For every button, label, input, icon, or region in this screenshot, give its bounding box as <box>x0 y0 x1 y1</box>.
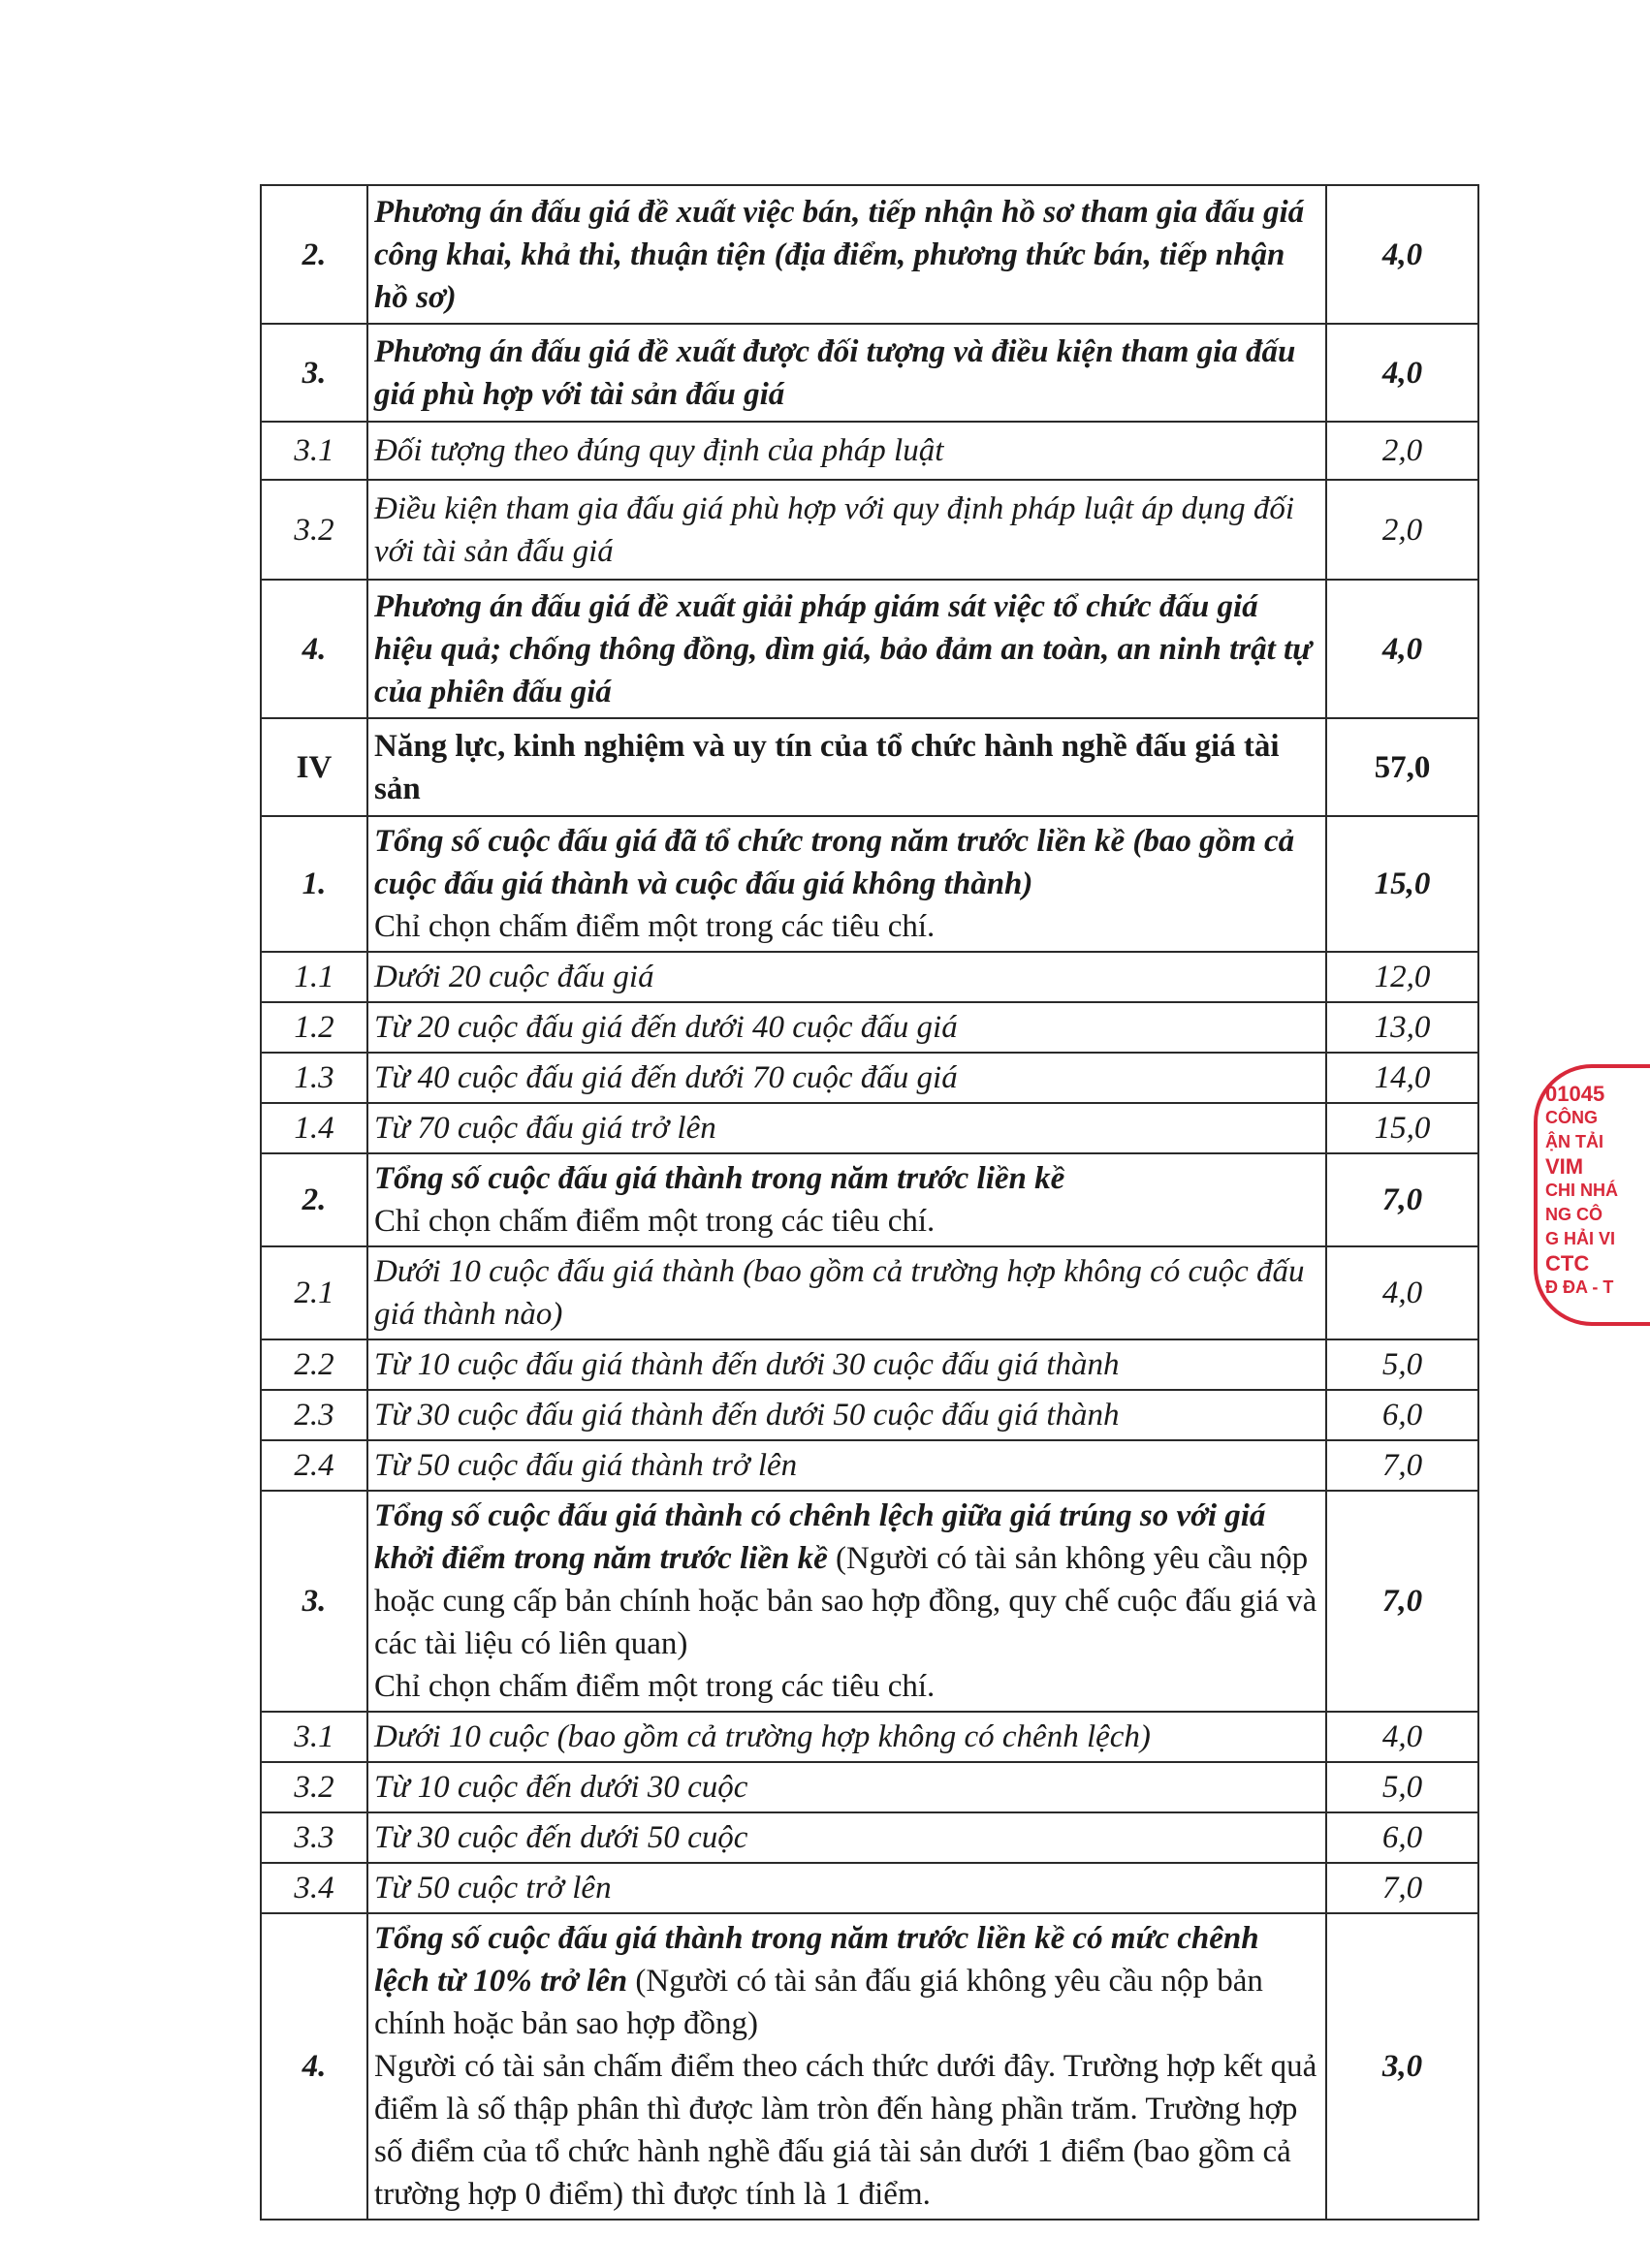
criterion-heading: Tổng số cuộc đấu giá thành có chênh lệch giữa giá trúng so với giá khởi điểm trong năm trước liền kề <box>374 1498 1266 1576</box>
criterion-number: 2. <box>261 1153 367 1246</box>
table-row <box>261 952 1478 1002</box>
table-row <box>261 422 1478 480</box>
table-row <box>261 1153 1478 1246</box>
table-row <box>261 324 1478 422</box>
criterion-description: Từ 70 cuộc đấu giá trở lên <box>367 1103 1326 1153</box>
table-row <box>261 718 1478 816</box>
criterion-score: 12,0 <box>1326 952 1478 1002</box>
criterion-score: 5,0 <box>1326 1339 1478 1390</box>
table-row <box>261 580 1478 718</box>
table-row <box>261 1440 1478 1491</box>
criterion-heading: Tổng số cuộc đấu giá thành trong năm trước liền kề <box>374 1161 1065 1196</box>
criterion-description <box>367 1913 1326 2220</box>
section-score: 57,0 <box>1326 718 1478 816</box>
criterion-score: 3,0 <box>1326 1913 1478 2220</box>
criterion-number: 2.4 <box>261 1440 367 1491</box>
criterion-number: 3. <box>261 1491 367 1712</box>
criterion-description: Dưới 10 cuộc đấu giá thành (bao gồm cả trường hợp không có cuộc đấu giá thành nào) <box>367 1246 1326 1339</box>
criterion-number: 3. <box>261 324 367 422</box>
section-number: IV <box>261 718 367 816</box>
criterion-number: 3.1 <box>261 1712 367 1762</box>
stamp-text: NG CÔ <box>1545 1205 1603 1224</box>
table-row <box>261 1863 1478 1913</box>
criterion-number: 3.3 <box>261 1812 367 1863</box>
criterion-score: 4,0 <box>1326 1712 1478 1762</box>
table-row <box>261 816 1478 952</box>
stamp-text: Đ ĐA - T <box>1545 1277 1614 1297</box>
table-row <box>261 1712 1478 1762</box>
criterion-description: Từ 40 cuộc đấu giá đến dưới 70 cuộc đấu giá <box>367 1053 1326 1103</box>
table-row <box>261 1002 1478 1053</box>
criterion-condition: (Người có tài sản đấu giá không yêu cầu nộp bản chính hoặc bản sao hợp đồng) <box>374 1964 1263 2041</box>
criterion-number: 3.4 <box>261 1863 367 1913</box>
table-row <box>261 1491 1478 1712</box>
criterion-score: 4,0 <box>1326 1246 1478 1339</box>
criterion-description: Từ 50 cuộc đấu giá thành trở lên <box>367 1440 1326 1491</box>
scoring-criteria-table <box>260 184 1479 2221</box>
criterion-number: 1.4 <box>261 1103 367 1153</box>
criterion-description: Phương án đấu giá đề xuất việc bán, tiếp nhận hồ sơ tham gia đấu giá công khai, khả thi, thuận tiện (địa điểm, phương thức bán, tiếp nhận hồ sơ) <box>367 185 1326 324</box>
criterion-number: 4. <box>261 580 367 718</box>
criterion-score: 4,0 <box>1326 324 1478 422</box>
criterion-number: 2.3 <box>261 1390 367 1440</box>
criterion-description <box>367 1153 1326 1246</box>
table-row <box>261 480 1478 580</box>
criterion-number: 1.3 <box>261 1053 367 1103</box>
section-title: Năng lực, kinh nghiệm và uy tín của tổ chức hành nghề đấu giá tài sản <box>367 718 1326 816</box>
criterion-number: 4. <box>261 1913 367 2220</box>
criterion-score: 7,0 <box>1326 1491 1478 1712</box>
stamp-text: VIM <box>1545 1154 1584 1179</box>
criterion-score: 7,0 <box>1326 1440 1478 1491</box>
stamp-text: CHI NHÁ <box>1545 1181 1618 1200</box>
criterion-score: 6,0 <box>1326 1390 1478 1440</box>
criterion-description: Từ 30 cuộc đấu giá thành đến dưới 50 cuộc đấu giá thành <box>367 1390 1326 1440</box>
criterion-heading: Tổng số cuộc đấu giá thành trong năm trước liền kề có mức chênh lệch từ 10% trở lên <box>374 1921 1259 1999</box>
criterion-description <box>367 816 1326 952</box>
criterion-description: Từ 20 cuộc đấu giá đến dưới 40 cuộc đấu giá <box>367 1002 1326 1053</box>
criterion-description: Điều kiện tham gia đấu giá phù hợp với quy định pháp luật áp dụng đối với tài sản đấu giá <box>367 480 1326 580</box>
criterion-description: Từ 10 cuộc đến dưới 30 cuộc <box>367 1762 1326 1812</box>
criterion-number: 1. <box>261 816 367 952</box>
criterion-description: Đối tượng theo đúng quy định của pháp luật <box>367 422 1326 480</box>
criterion-score: 14,0 <box>1326 1053 1478 1103</box>
criterion-note: Chỉ chọn chấm điểm một trong các tiêu chí. <box>374 1204 936 1239</box>
criterion-note: Người có tài sản chấm điểm theo cách thức dưới đây. Trường hợp kết quả điểm là số thập phân thì được làm tròn đến hàng phần trăm. Trường hợp số điểm của tổ chức hành nghề đấu giá tài sản dưới 1 điểm (bao gồm cả trường hợp 0 điểm) thì được tính là 1 điểm. <box>374 2049 1317 2212</box>
criterion-score: 2,0 <box>1326 422 1478 480</box>
criterion-score: 13,0 <box>1326 1002 1478 1053</box>
stamp-text: G HẢI VI <box>1545 1229 1616 1248</box>
stamp-text: 01045 <box>1545 1082 1605 1106</box>
criterion-score: 4,0 <box>1326 185 1478 324</box>
criterion-number: 3.2 <box>261 480 367 580</box>
table-row <box>261 1053 1478 1103</box>
table-row <box>261 1812 1478 1863</box>
criterion-description: Dưới 20 cuộc đấu giá <box>367 952 1326 1002</box>
criterion-description: Phương án đấu giá đề xuất được đối tượng và điều kiện tham gia đấu giá phù hợp với tài sản đấu giá <box>367 324 1326 422</box>
criterion-description: Từ 50 cuộc trở lên <box>367 1863 1326 1913</box>
criterion-score: 7,0 <box>1326 1153 1478 1246</box>
stamp-text: CTC <box>1545 1251 1590 1276</box>
table-row <box>261 1339 1478 1390</box>
criterion-heading: Tổng số cuộc đấu giá đã tổ chức trong năm trước liền kề (bao gồm cả cuộc đấu giá thành và cuộc đấu giá không thành) <box>374 824 1295 901</box>
criterion-number: 3.2 <box>261 1762 367 1812</box>
table-row <box>261 1390 1478 1440</box>
criterion-score: 15,0 <box>1326 1103 1478 1153</box>
table-row <box>261 1913 1478 2220</box>
criterion-number: 3.1 <box>261 422 367 480</box>
criterion-condition: (Người có tài sản không yêu cầu nộp hoặc cung cấp bản chính hoặc bản sao hợp đồng, quy chế cuộc đấu giá và các tài liệu có liên quan) <box>374 1541 1317 1661</box>
criterion-score: 5,0 <box>1326 1762 1478 1812</box>
criterion-description <box>367 1491 1326 1712</box>
criterion-score: 15,0 <box>1326 816 1478 952</box>
criterion-score: 7,0 <box>1326 1863 1478 1913</box>
criterion-number: 1.1 <box>261 952 367 1002</box>
criterion-note: Chỉ chọn chấm điểm một trong các tiêu chí. <box>374 909 936 944</box>
criterion-number: 2.2 <box>261 1339 367 1390</box>
criterion-description: Phương án đấu giá đề xuất giải pháp giám sát việc tổ chức đấu giá hiệu quả; chống thông đồng, dìm giá, bảo đảm an toàn, an ninh trật tự của phiên đấu giá <box>367 580 1326 718</box>
stamp-text: CÔNG <box>1545 1108 1598 1127</box>
criterion-score: 2,0 <box>1326 480 1478 580</box>
criterion-note: Chỉ chọn chấm điểm một trong các tiêu chí. <box>374 1669 936 1704</box>
criterion-number: 2. <box>261 185 367 324</box>
table-row <box>261 185 1478 324</box>
table-row <box>261 1246 1478 1339</box>
table-row <box>261 1762 1478 1812</box>
criterion-description: Từ 30 cuộc đến dưới 50 cuộc <box>367 1812 1326 1863</box>
stamp-text: ẬN TẢI <box>1545 1132 1603 1151</box>
criterion-description: Dưới 10 cuộc (bao gồm cả trường hợp không có chênh lệch) <box>367 1712 1326 1762</box>
company-stamp <box>1534 1064 1650 1326</box>
criterion-score: 4,0 <box>1326 580 1478 718</box>
criterion-number: 2.1 <box>261 1246 367 1339</box>
criterion-score: 6,0 <box>1326 1812 1478 1863</box>
criterion-description: Từ 10 cuộc đấu giá thành đến dưới 30 cuộc đấu giá thành <box>367 1339 1326 1390</box>
criterion-number: 1.2 <box>261 1002 367 1053</box>
table-row <box>261 1103 1478 1153</box>
